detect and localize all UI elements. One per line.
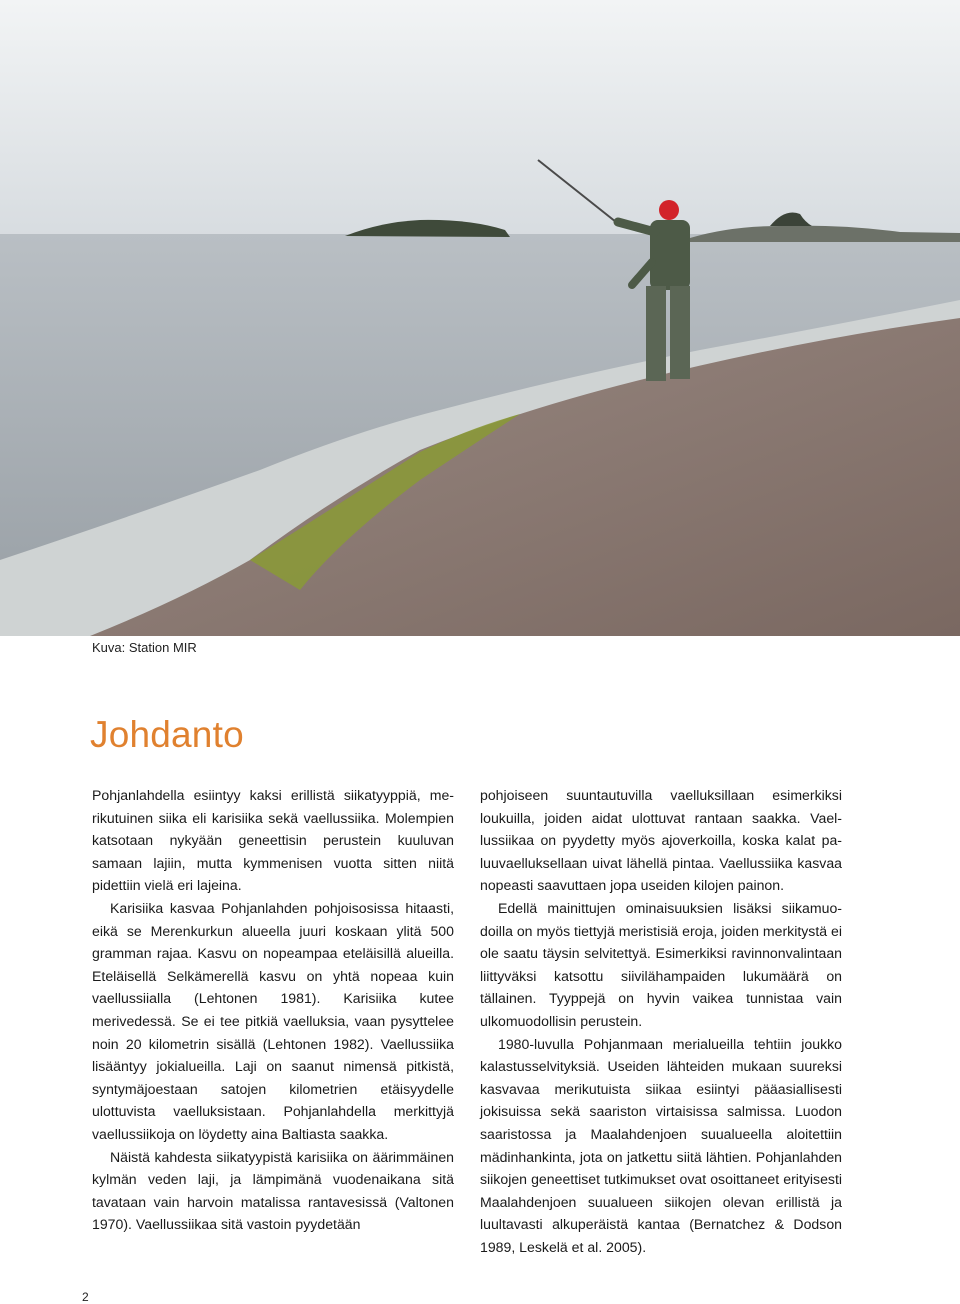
right-text-column	[480, 784, 842, 1258]
right-paragraph: pohjoiseen suuntautuvilla vaelluksillaan esimerkiksi loukuilla, joiden aidat ulottuvat rantaan saakka. Vaellussiikaa on pyydetty myös ajoverkoilla, koska kalat paluuvaelluksellaan uivat lähellä pintaa. Vaellussiika kasvaa nopeasti saavuttaen jopa useiden kilojen painon.	[480, 787, 842, 894]
left-text-column	[92, 784, 454, 1236]
left-paragraph: Näistä kahdesta siikatyypistä karisiika on äärimmäinen kylmän veden laji, ja lämpimänä vuodenaikana sitä tavataan vain harvoin matalissa rantavesissä (Valtonen 1970). Vaellussiikaa sitä vastoin pyydetään	[92, 1148, 454, 1233]
page-number: 2	[82, 1290, 89, 1304]
section-heading: Johdanto	[90, 714, 244, 755]
right-paragraph: Edellä mainittujen ominaisuuksien lisäksi siikamuodoilla on myös tiettyjä meristisiä eroja, joiden merkitystä ei ole saatu täysin selvitettyä. Esimerkiksi ravinnonvalintaan liittyväksi katsottu siivilähampaiden lukumäärä on tällainen. Tyyppejä on hyvin vaikea tunnistaa vain ulkomuodollisin perustein.	[480, 899, 842, 1029]
red-cap	[659, 200, 679, 220]
sky	[0, 0, 960, 238]
right-paragraph: 1980-luvulla Pohjanmaan merialueilla tehtiin joukko kalastusselvityksiä. Useiden lähteiden mukaan suureksi kasvavaa merikutuista siikaa esiintyi pääasiallisesti jokisuissa sekä saariston virtaisissa salmissa. Luodon saaristossa ja Maalahdenjoen suualueella aloitettiin mädinhankinta, jota on jatkettu siitä lähtien. Pohjanlahden siikojen geneettiset tutkimukset ovat osoittaneet erityisesti Maalahdenjoen suualueen siikojen olevan erillistä ja luultavasti alkuperäistä kantaa (Bernatchez & Dodson 1989, Leskelä et al. 2005).	[480, 1035, 842, 1255]
cover-photo	[0, 0, 960, 636]
left-paragraph: Karisiika kasvaa Pohjanlahden pohjoisosissa hitaasti, eikä se Merenkurkun alueella juuri koskaan ylitä 500 gramman rajaa. Kasvu on nopeampaa eteläisillä alueilla. Eteläisellä Selkämerellä kasvu on yhtä nopeaa kuin vaellussiialla (Lehtonen 1981). Karisiika kutee merivedessä. Se ei tee pitkiä vaelluksia, vaan pysyttelee noin 20 kilometrin sisällä (Lehtonen 1982). Vaellussiika lisääntyy jokialueilla. Laji on saanut nimensä pitkistä, syntymäjoestaan satojen kilometrien etäisyydelle ulottuvista vaelluksistaan. Pohjanlahdella merkittyjä vaellussiikoja on löydetty aina Baltiasta saakka.	[92, 899, 454, 1142]
photo-caption: Kuva: Station MIR	[92, 640, 197, 655]
left-paragraph: Pohjanlahdella esiintyy kaksi erillistä siikatyyppiä, merikutuinen siika eli karisiika sekä vaellussiika. Molempien katsotaan nykyään geneettisin perustein kuuluvan samaan lajiin, mutta kymmenisen vuotta sitten niitä pidettiin vielä eri lajeina.	[92, 787, 454, 894]
